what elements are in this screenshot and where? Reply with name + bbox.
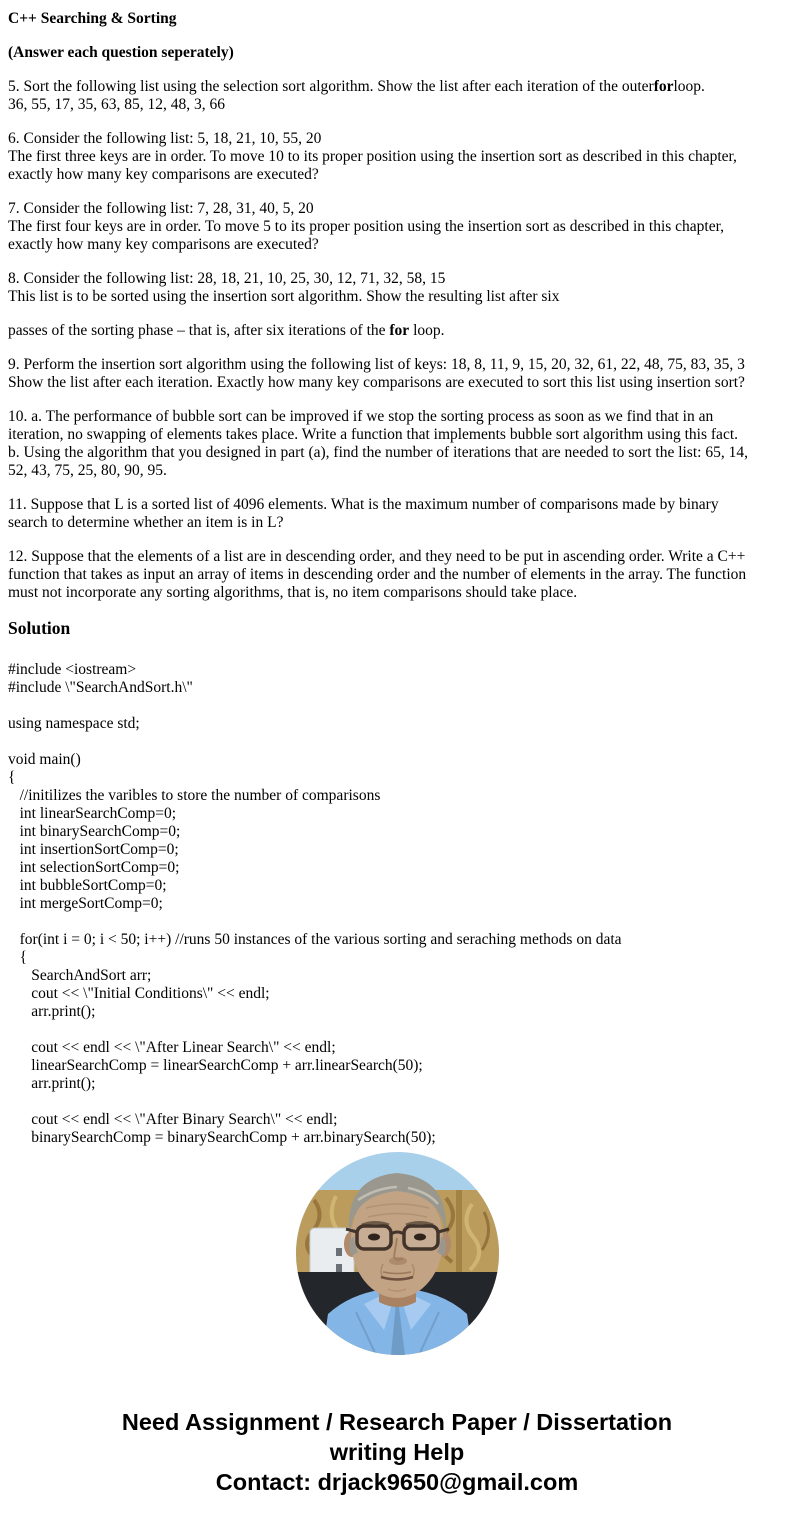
question-7-line-3: exactly how many key comparisons are executed? (8, 236, 319, 253)
code-line: int bubbleSortComp=0; (8, 877, 167, 894)
code-line (8, 1021, 786, 1039)
question-8 (8, 270, 786, 306)
question-7-line-2: The first four keys are in order. To move 5 to its proper position using the insertion sort as described in this chapter, (8, 218, 725, 235)
page-title: C++ Searching & Sorting (8, 10, 177, 27)
code-line: //initilizes the varibles to store the number of comparisons (8, 787, 381, 804)
question-8-line-1: 8. Consider the following list: 28, 18, 21, 10, 25, 30, 12, 71, 32, 58, 15 (8, 270, 446, 287)
question-5-list: 36, 55, 17, 35, 63, 85, 12, 48, 3, 66 (8, 96, 225, 113)
question-5-text-end: loop. (673, 78, 705, 95)
question-12-line-1: 12. Suppose that the elements of a list are in descending order, and they need to be put in ascending order. Write a C++ (8, 548, 746, 565)
passes-text: passes of the sorting phase – that is, after six iterations of the (8, 322, 390, 339)
question-7 (8, 200, 786, 254)
code-line: binarySearchComp = binarySearchComp + arr.binarySearch(50); (8, 1129, 436, 1146)
code-line: arr.print(); (8, 1003, 96, 1020)
question-10 (8, 408, 786, 480)
code-line: #include \"SearchAndSort.h\" (8, 679, 193, 696)
code-line: int linearSearchComp=0; (8, 805, 177, 822)
code-line: linearSearchComp = linearSearchComp + arr.linearSearch(50); (8, 1057, 423, 1074)
question-12 (8, 548, 786, 602)
question-5-line-1 (8, 78, 786, 96)
solution-heading: Solution (8, 618, 71, 638)
contact-email: Contact: drjack9650@gmail.com (215, 1469, 579, 1495)
question-9-line-2: Show the list after each iteration. Exactly how many key comparisons are executed to sort this list using insertion sort? (8, 374, 745, 391)
code-line: int binarySearchComp=0; (8, 823, 181, 840)
code-line (8, 913, 786, 931)
question-12-line-2: function that takes as input an array of items in descending order and the number of elements in the array. The function (8, 566, 747, 583)
question-6-line-1: 6. Consider the following list: 5, 18, 21, 10, 55, 20 (8, 130, 322, 147)
code-line: int selectionSortComp=0; (8, 859, 180, 876)
code-line: int mergeSortComp=0; (8, 895, 163, 912)
question-12-line-3: must not incorporate any sorting algorithms, that is, no item comparisons should take place. (8, 584, 578, 601)
for-keyword: for (389, 322, 410, 339)
portrait-illustration (296, 1152, 499, 1355)
for-keyword: for (653, 78, 674, 95)
passes-text-end: loop. (409, 322, 445, 339)
question-11-line-2: search to determine whether an item is in L? (8, 514, 284, 531)
solution-code (8, 661, 786, 1146)
question-10-line-3: b. Using the algorithm that you designed in part (a), find the number of iterations that are needed to sort the list: 65, 14, (8, 444, 748, 461)
ad-line-1: Need Assignment / Research Paper / Dissertation (121, 1409, 673, 1435)
question-8-passes-line (8, 322, 786, 340)
code-line (8, 733, 786, 751)
question-10-line-4: 52, 43, 75, 25, 80, 90, 95. (8, 462, 167, 479)
advertisement-banner (0, 1407, 794, 1497)
code-line: cout << endl << \"After Linear Search\" << endl; (8, 1039, 336, 1056)
question-6-line-2: The first three keys are in order. To move 10 to its proper position using the insertion sort as described in this chapter, (8, 148, 737, 165)
question-11 (8, 496, 786, 532)
code-line: arr.print(); (8, 1075, 96, 1092)
code-line: int insertionSortComp=0; (8, 841, 179, 858)
code-line: for(int i = 0; i < 50; i++) //runs 50 instances of the various sorting and seraching methods on data (8, 931, 622, 948)
code-line: SearchAndSort arr; (8, 967, 152, 984)
code-line: void main() (8, 751, 81, 768)
question-8-line-2: This list is to be sorted using the insertion sort algorithm. Show the resulting list after six (8, 288, 560, 305)
question-7-line-1: 7. Consider the following list: 7, 28, 31, 40, 5, 20 (8, 200, 314, 217)
instructions-note: (Answer each question seperately) (8, 44, 234, 61)
code-line: { (8, 949, 28, 966)
code-line: cout << \"Initial Conditions\" << endl; (8, 985, 270, 1002)
question-5 (8, 78, 786, 114)
question-8-continued (8, 322, 786, 340)
question-10-line-1: 10. a. The performance of bubble sort can be improved if we stop the sorting process as soon as we find that in an (8, 408, 714, 425)
question-9-line-1: 9. Perform the insertion sort algorithm using the following list of keys: 18, 8, 11, 9, 15, 20, 32, 61, 22, 48, 75, 83, 35, 3 (8, 356, 745, 373)
code-line: cout << endl << \"After Binary Search\" << endl; (8, 1111, 338, 1128)
question-6-line-3: exactly how many key comparisons are executed? (8, 166, 319, 183)
question-6 (8, 130, 786, 184)
code-line (8, 1093, 786, 1111)
code-line (8, 697, 786, 715)
question-5-text: 5. Sort the following list using the selection sort algorithm. Show the list after each iteration of the outer (8, 78, 654, 95)
code-line: using namespace std; (8, 715, 140, 732)
question-11-line-1: 11. Suppose that L is a sorted list of 4096 elements. What is the maximum number of comparisons made by binary (8, 496, 719, 513)
question-10-line-2: iteration, no swapping of elements takes place. Write a function that implements bubble sort algorithm using this fact. (8, 426, 738, 443)
ad-line-2: writing Help (329, 1439, 465, 1465)
code-line: #include <iostream> (8, 661, 137, 678)
tutor-portrait-photo (296, 1152, 499, 1355)
code-line: { (8, 769, 16, 786)
question-9 (8, 356, 786, 392)
